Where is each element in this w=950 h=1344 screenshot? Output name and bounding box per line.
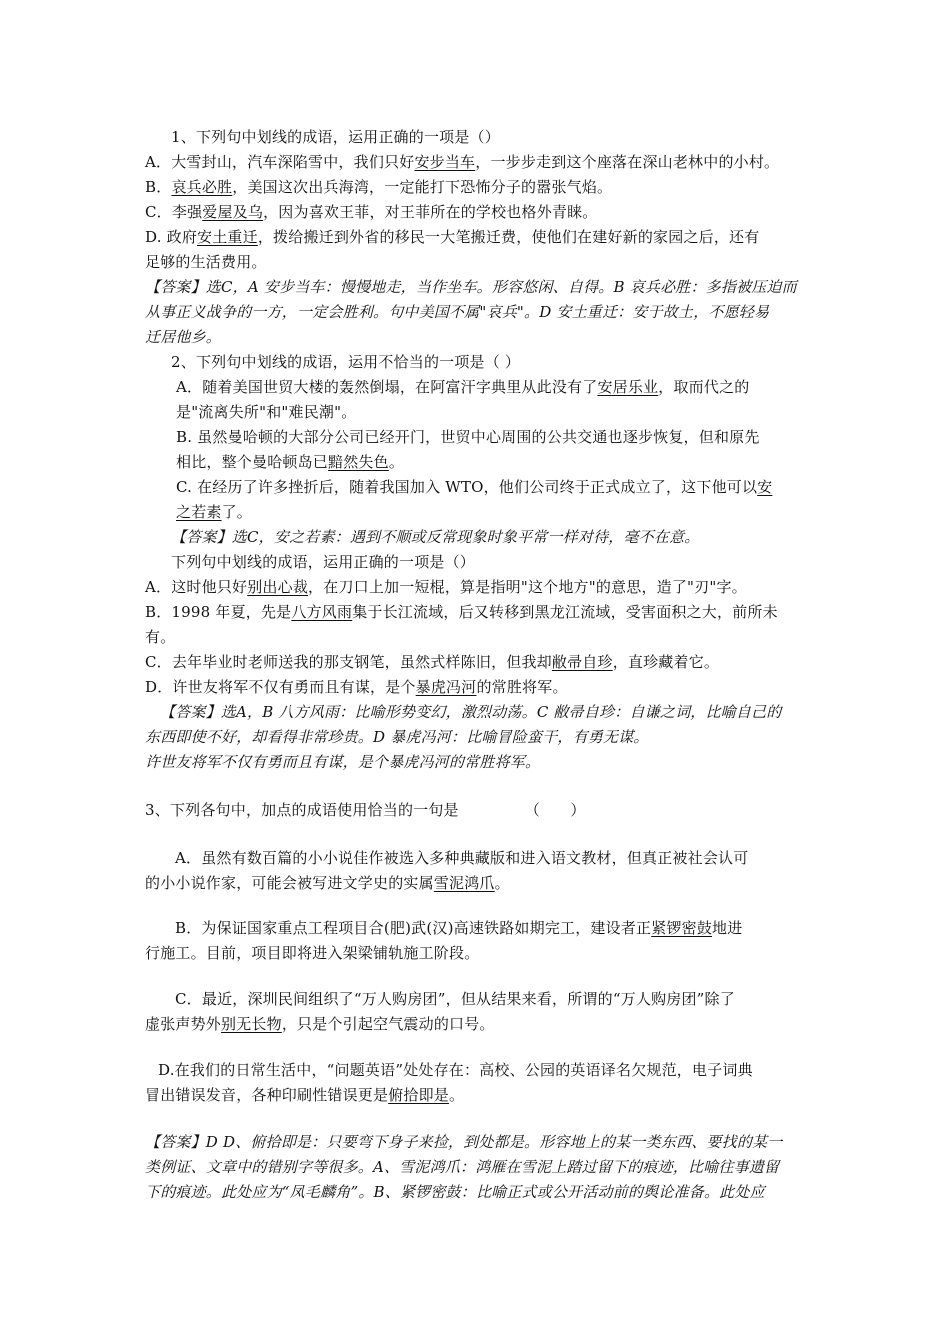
underlined-idiom: 哀兵必胜 <box>171 178 233 196</box>
underlined-idiom: 安土重迁 <box>197 228 258 246</box>
answer-parentheses: （ ） <box>524 801 586 819</box>
underlined-idiom: 黯然失色 <box>328 453 389 471</box>
question-3-option-a: A．这时他只好别出心裁，在刀口上加一短棍，算是指明"这个地方"的意思，造了"刃"字。 <box>145 578 747 596</box>
question-4-answer-cont: 类例证、文章中的错别字等很多。A、雪泥鸿爪：鸿雁在雪泥上踏过留下的痕迹，比喻往事遗留 <box>145 1158 780 1176</box>
question-1-option-c: C．李强爱屋及乌，因为喜欢王菲，对王菲所在的学校也格外青睐。 <box>145 203 598 221</box>
underlined-idiom: 安 <box>757 478 773 496</box>
question-4-option-a: A．虽然有数百篇的小小说佳作被选入多种典藏版和进入语文教材，但真正被社会认可 <box>175 849 749 867</box>
question-2-option-c-cont: 之若素了。 <box>176 503 253 521</box>
question-2-option-a: A．随着美国世贸大楼的轰然倒塌，在阿富汗字典里从此没有了安居乐业，取而代之的 <box>176 378 750 396</box>
question-4-option-b: B．为保证国家重点工程项目合(肥)武(汉)高速铁路如期完工，建设者正紧锣密鼓地进 <box>175 919 743 937</box>
underlined-idiom: 爱屋及乌 <box>202 203 264 221</box>
dotted-idiom: 别无长物 <box>221 1015 282 1033</box>
question-3-option-b: B．1998 年夏，先是八方风雨集于长江流域，后又转移到黑龙江流域，受害面积之大，前所未 <box>145 603 778 621</box>
question-1-option-d: D. 政府安土重迁，拨给搬迁到外省的移民一大笔搬迁费，使他们在建好新的家园之后，还有 <box>145 228 760 246</box>
question-4-option-a-cont: 的小小说作家，可能会被写进文学史的实属雪泥鸿爪。 <box>145 874 510 892</box>
question-2-title: 2、下列句中划线的成语，运用不恰当的一项是（ ） <box>171 353 521 371</box>
underlined-idiom: 安步当车 <box>414 153 476 171</box>
question-3-option-c: C．去年毕业时老师送我的那支钢笔，虽然式样陈旧，但我却敝帚自珍，直珍藏着它。 <box>145 653 720 671</box>
dotted-idiom: 俯拾即是 <box>388 1086 450 1104</box>
question-4-option-d: D.在我们的日常生活中，“问题英语”处处存在：高校、公园的英语译名欠规范，电子词典 <box>158 1061 753 1079</box>
underlined-idiom: 敝帚自珍 <box>551 653 613 671</box>
question-3-option-d: D．许世友将军不仅有勇而且有谋，是个暴虎冯河的常胜将军。 <box>145 678 568 696</box>
question-3-option-b-cont: 有。 <box>145 628 176 646</box>
question-1-answer-cont: 迁居他乡。 <box>145 328 222 346</box>
question-3-answer-cont: 许世友将军不仅有勇而且有谋，是个暴虎冯河的常胜将军。 <box>145 753 541 771</box>
question-4-option-c-cont: 虚张声势外别无长物，只是个引起空气震动的口号。 <box>145 1015 495 1033</box>
question-2-option-c: C. 在经历了许多挫折后，随着我国加入 WTO，他们公司终于正式成立了，这下他可以安 <box>176 478 773 496</box>
question-4-option-c: C．最近，深圳民间组织了“万人购房团”，但从结果来看，所谓的“万人购房团”除了 <box>175 990 735 1008</box>
question-3-answer: 【答案】选A，B 八方风雨：比喻形势变幻，激烈动荡。C 敝帚自珍：自谦之词，比喻自己的 <box>160 703 782 721</box>
underlined-idiom: 暴虎冯河 <box>415 678 477 696</box>
question-2-option-a-cont: 是"流离失所"和"难民潮"。 <box>176 403 357 421</box>
question-4-option-d-cont: 冒出错误发音，各种印刷性错误更是俯拾即是。 <box>145 1086 465 1104</box>
dotted-idiom: 雪泥鸿爪 <box>433 874 495 892</box>
question-4-answer: 【答案】D D、俯拾即是：只要弯下身子来捡，到处都是。形容地上的某一类东西、要找的某一 <box>145 1133 783 1151</box>
dotted-idiom: 紧锣密鼓 <box>651 919 713 937</box>
question-3-title: 下列句中划线的成语，运用正确的一项是（） <box>171 553 476 571</box>
question-3-answer-cont: 东西即使不好，却看得非常珍贵。D 暴虎冯河：比喻冒险蛮干，有勇无谋。 <box>145 728 649 746</box>
question-2-option-b: B. 虽然曼哈顿的大部分公司已经开门，世贸中心周围的公共交通也逐步恢复，但和原先 <box>176 428 760 446</box>
question-4-title: 3、下列各句中，加点的成语使用恰当的一句是 （ ） <box>145 801 586 819</box>
question-2-option-b-cont: 相比，整个曼哈顿岛已黯然失色。 <box>176 453 405 471</box>
underlined-idiom: 安居乐业 <box>597 378 659 396</box>
question-1-answer: 【答案】选C，A 安步当车：慢慢地走，当作坐车。形容悠闲、自得。B 哀兵必胜：多指被压迫而 <box>145 278 797 296</box>
question-2-answer: 【答案】选C，安之若素：遇到不顺或反常现象时象平常一样对待，毫不在意。 <box>171 528 700 546</box>
underlined-idiom: 之若素 <box>176 503 222 521</box>
question-1-option-a: A．大雪封山，汽车深陷雪中，我们只好安步当车，一步步走到这个座落在深山老林中的小村。 <box>145 153 780 171</box>
underlined-idiom: 八方风雨 <box>291 603 353 621</box>
question-1-option-b: B．哀兵必胜，美国这次出兵海湾，一定能打下恐怖分子的嚣张气焰。 <box>145 178 613 196</box>
question-4-answer-cont: 下的痕迹。此处应为“凤毛麟角”。B、紧锣密鼓：比喻正式或公开活动前的舆论准备。此处应 <box>145 1183 765 1201</box>
question-4-option-b-cont: 行施工。目前，项目即将进入架梁铺轨施工阶段。 <box>145 944 480 962</box>
question-1-title: 1、下列句中划线的成语，运用正确的一项是（） <box>171 128 500 146</box>
underlined-idiom: 别出心裁 <box>247 578 309 596</box>
question-1-option-d-cont: 足够的生活费用。 <box>145 253 267 271</box>
question-1-answer-cont: 从事正义战争的一方，一定会胜利。句中美国不属"哀兵"。D 安土重迁：安于故土，不愿轻易 <box>145 303 770 321</box>
